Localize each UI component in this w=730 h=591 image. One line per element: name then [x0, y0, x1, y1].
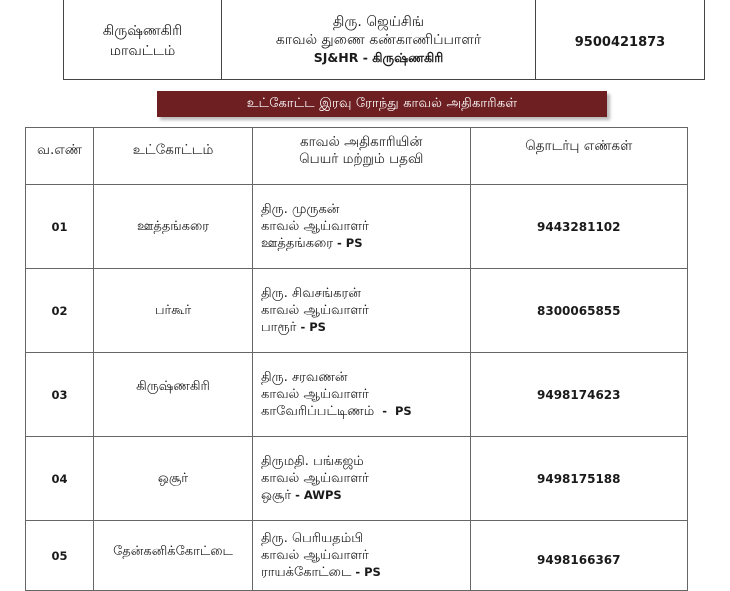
header-officer-line2: பெயர் மற்றும் பதவி — [299, 151, 424, 167]
row-phone: 9498175188 — [470, 437, 688, 521]
officer-station-suffix: - AWPS — [291, 488, 342, 502]
district-phone: 9500421873 — [574, 34, 666, 50]
row-subdivision — [94, 437, 253, 521]
row-officer — [253, 269, 471, 353]
header-officer — [253, 128, 471, 185]
officer-station-suffix: - PS — [296, 320, 326, 334]
row-sno: 05 — [26, 521, 94, 591]
row-officer — [253, 437, 471, 521]
row-subdivision — [94, 185, 253, 269]
officer-name: திரு. சிவசங்கரன் — [261, 286, 361, 301]
officer-station-suffix: - PS — [333, 236, 363, 250]
officer-designation: காவல் ஆய்வாளர் — [261, 303, 369, 318]
district-officer-name: திரு. ஜெய்சிங் — [332, 14, 425, 30]
table-row — [26, 269, 688, 353]
officer-station-suffix: - PS — [374, 404, 412, 418]
row-sno: 04 — [26, 437, 94, 521]
row-phone: 9443281102 — [470, 185, 688, 269]
row-phone — [470, 521, 688, 591]
subdivision-name: கிருஷ்ணகிரி — [136, 378, 210, 394]
table-header-row — [26, 128, 688, 185]
row-subdivision — [94, 521, 253, 591]
row-sno: 01 — [26, 185, 94, 269]
row-officer — [253, 521, 471, 591]
officer-designation: காவல் ஆய்வாளர் — [261, 471, 369, 486]
officer-station-suffix: - PS — [351, 565, 381, 579]
table-row — [26, 185, 688, 269]
header-contact: தொடர்பு எண்கள் — [470, 128, 688, 185]
section-banner: உட்கோட்ட இரவு ரோந்து காவல் அதிகாரிகள் — [157, 91, 607, 117]
row-sno: 02 — [26, 269, 94, 353]
row-subdivision — [94, 269, 253, 353]
header-sno: வ.எண் — [26, 128, 94, 185]
officer-station: பாரூர் — [261, 320, 297, 335]
row-subdivision — [94, 353, 253, 437]
officer-name: திரு. முருகன் — [261, 202, 340, 217]
table-row — [26, 437, 688, 521]
officer-station: ஊத்தங்கரை — [261, 236, 334, 251]
officer-designation: காவல் ஆய்வாளர் — [261, 548, 369, 563]
officer-designation: காவல் ஆய்வாளர் — [261, 219, 369, 234]
district-officer-table — [63, 0, 705, 80]
district-phone-cell — [536, 0, 704, 79]
district-officer-cell — [222, 0, 536, 79]
district-cell — [64, 0, 222, 79]
row-officer — [253, 353, 471, 437]
officer-station: ஒசூர் — [261, 488, 292, 503]
officer-station: காவேரிப்பட்டிணம் — [261, 404, 375, 419]
row-phone: 9498174623 — [470, 353, 688, 437]
officer-station: ராயக்கோட்டை — [261, 565, 352, 580]
subdivision-name: ஒசூர் — [157, 470, 189, 486]
subdivision-name: பர்கூர் — [154, 302, 192, 318]
row-phone: 8300065855 — [470, 269, 688, 353]
district-name: கிருஷ்ணகிரி — [102, 23, 183, 39]
table-row — [26, 353, 688, 437]
district-label: மாவட்டம் — [109, 43, 176, 59]
officer-name: திருமதி. பங்கஜம் — [261, 454, 364, 469]
officer-name: திரு. சரவணன் — [261, 370, 348, 385]
patrol-officers-table — [25, 127, 688, 591]
district-officer-designation: காவல் துணை கண்காணிப்பாளர் — [275, 32, 482, 48]
table-row — [26, 521, 688, 591]
header-subdivision: உட்கோட்டம் — [94, 128, 253, 185]
header-officer-line1: காவல் அதிகாரியின் — [299, 134, 423, 150]
officer-designation: காவல் ஆய்வாளர் — [261, 387, 369, 402]
subdivision-name: தேன்கனிக்கோட்டை — [113, 543, 233, 559]
officer-name: திரு. பெரியதம்பி — [261, 531, 364, 546]
row-officer — [253, 185, 471, 269]
row-sno: 03 — [26, 353, 94, 437]
subdivision-name: ஊத்தங்கரை — [136, 218, 210, 234]
district-officer-unit: SJ&HR - கிருஷ்ணகிரி — [313, 50, 444, 65]
phone-number: 9498166367 — [537, 552, 621, 567]
